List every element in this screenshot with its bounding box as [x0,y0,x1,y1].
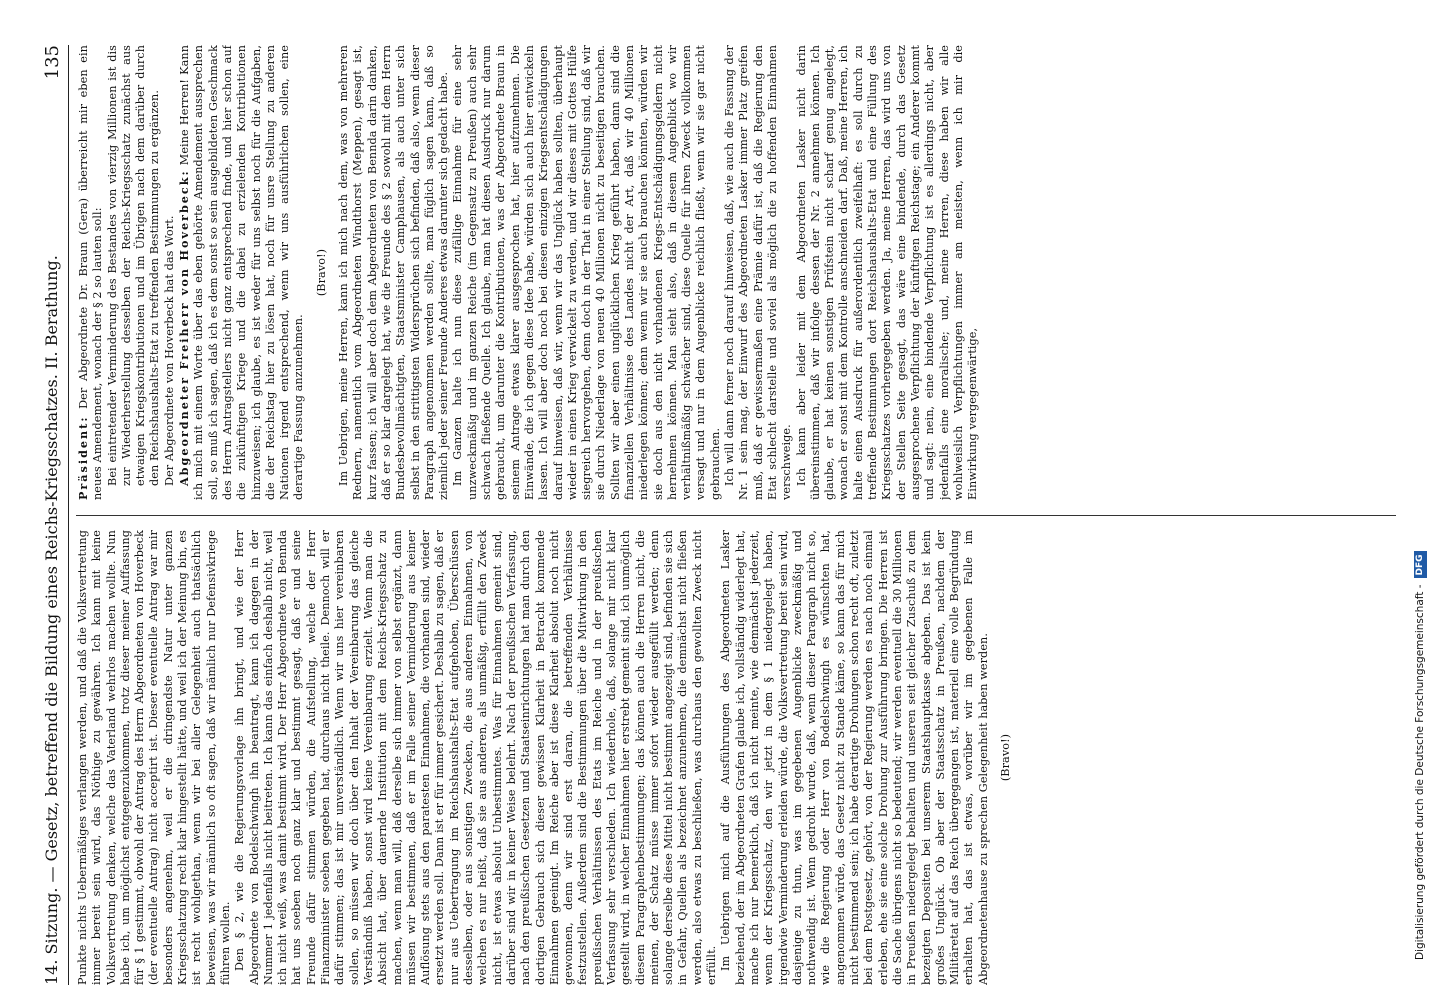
paragraph [177,45,307,500]
paragraph-text: Meine Herren! Kann ich mich mit einem Worte über das eben gehörte Amendement aussprechen soll, so muß ich sagen, daß ich es dem sonst so sein ausgebildeten Geschmack des Herrn Antragstellers nicht ganz entsprechend finde, und hier schon auf die zukünftigen Kriege und die dabei zu erzielenden Kontributionen hinzuweisen; ich glaube, es ist weder für uns selbst noch für die Aufgaben, die der Reichstag hier zu lösen hat, noch für unsre Stellung zu anderen Nationen irgend entsprechend, wenn wir uns ausführlichen sollen, eine derartige Fassung anzunehmen. [178,45,306,500]
paragraph-text: Ich will dann ferner noch darauf hinweisen, daß, wie auch die Fassung der Nr. 1 sein mag, der Einwurf des Abgeordneten Lasker immer Platz greifen muß, daß er gewissermaßen eine Prämie dafür ist, daß die Regierung den Etat schlecht darstelle und soviel als möglich die zu hoffenden Einnahmen verschweige. [723,45,794,500]
header-title: 14. Sitzung. — Gesetz, betreffend die Bildung eines Reichs-Kriegsschatzes. II. Berathung. [42,255,61,985]
header-rule [68,45,69,985]
paragraph [76,45,106,500]
paragraph-text: (Bravo!) [999,733,1012,782]
right-text-column [76,45,1406,500]
paragraph-text: Den § 2, wie die Regierungsvorlage ihn bringt, und wie der Herr Abgeordnete von Bodelschwingh ihn beantragt, kann ich dagegen in der Nummer 1 jedenfalls nicht beitreten. Ich kann das einfach deshalb nicht, weil ich nicht weiß, was damit bestimmt wird. Der Herr Abgeordnete von Bennda hat uns soeben noch ganz klar und bestimmt gesagt, daß er und seine Freunde dafür stimmen würden, die Aufstellung, welche der Herr Finanzminister soeben gegeben hat, durchaus nicht theile. Dennoch will er dafür stimmen; das ist mir unverständlich. Wenn wir uns hier vereinbaren sollen, so müssen wir doch über den Inhalt der Vereinbarung das gleiche Verständniß haben, sonst wird keine Vereinbarung erzielt. Wenn man die Absicht hat, über dauernde Institution mit dem Reichs-Kriegsschatz zu machen, wenn man will, daß derselbe sich immer von selbst ergänzt, dann müssen wir bestimmen, daß er im Falle seiner Verminderung aus keiner Auflösung stets aus den paratesten Einnahmen, die vorhanden sind, wieder ersetzt werden soll. Dann ist er für immer gesichert. Deshalb zu sagen, daß er nur aus Uebertragung im Reichshaushalts-Etat aufgehoben, Überschüssen desselben, oder aus sonstigen Zwecken, die aus anderen Einnahmen, von welchen es nur heißt, daß sie aus anderen, als unmäßig, erfüllt den Zweck nicht, ist etwas absolut Unbestimmtes. Was für Einnahmen gemeint sind, darüber sind wir in keiner Weise belehrt. Nach der preußischen Verfassung, nach den preußischen Gesetzen und Staatseinrichtungen hat man durch den dortigen Gebrauch sich dieser gewissen Klarheit in Betracht kommende Einnahmen geeinigt. Im Reiche aber ist diese Klarheit absolut noch nicht gewonnen, denn wir sind erst daran, die betreffenden Verhältnisse festzustellen. Außerdem sind die Bestimmungen über die Mitwirkung in den preußischen Verhältnissen des Etats im Reiche und in der preußischen Verfassung sehr verschieden. Ich wiederhole, daß, solange mir nicht klar gestellt wird, in welcher Einnahmen hier erstrebt gemeint sind, ich unmöglich diesem Paragraphenbestimmungen; das können auch die Herren nicht, die meinen, der Schatz müsse immer sofort wieder ausgefüllt werden; denn solange derselbe diese Mittel nicht bestimmt angezeigt sind, befinden sie sich in Gefahr, Quellen als bezeichnet anzunehmen, die demnächst nicht fließen werden, also etwas zu beschließen, was durchaus den gewollten Zweck nicht erfüllt. [233,530,719,985]
left-text-column [76,530,1406,985]
digitization-credit [1412,0,1428,1000]
paragraph [795,45,981,500]
paragraph [723,45,794,500]
paragraph-text: Im Uebrigen, meine Herren, kann ich mich nach dem, was von mehreren Rednern, namentlich vom Abgeordneten Windthorst (Meppen), gesagt ist, kurz fassen; ich will aber doch dem Abgeordneten von Bennda darin danken, daß er so klar dargelegt hat, wie die Freunde des § 2 sowohl mit dem Herrn Bundesbevollmächtigten, Staatsminister Camphausen, als auch unter sich selbst in den strittigsten Widersprüchen sich befinden, daß also, wenn dieser Paragraph angenommen werden sollte, man füglich sagen kann, daß so ziemlich jeder seiner Freunde Anderes etwas darunter sich gedacht habe. [337,45,451,500]
paragraph-text: Bei eintretender Verminderung des Bestandes von vierzig Millionen ist dis zur Wiederherstellung desselben der Reichs-Kriegsschatz zunächst aus etwaigen Kriegskontributionen und im Übrigen nach dem darüber durch den Reichshaushalts-Etat zu treffenden Bestimmungen zu ergänzen. [105,45,162,486]
running-header [38,45,68,985]
credit-text: Digitalisierung gefördert durch die Deutsche Forschungsgemeinschaft - [1414,584,1426,960]
paragraph [163,45,177,500]
paragraph [106,45,163,500]
interjection [315,45,329,500]
paragraph-text: Der Abgeordnete von Hoverbeck hat das Wort. [162,215,176,486]
paragraph-text: Im Ganzen halte ich nun diese zufällige Einnahme für eine sehr unzweckmäßig und im ganzen Reiche (im Gegensatz zu Preußen) auch sehr schwach fließende Quelle. Ich glaube, man hat diesen Ausdruck nur darum gebraucht, um darunter die Kontributionen, was der Abgeordnete Braun in seinem Antrage etwas klarer ausgesprochen hat, hier aufzunehmen. Die Einwände, die ich gegen diese Idee habe, würden sich auch hier entwickeln lassen. Ich will aber doch noch bei diesen einzigen Kriegsentschädigungen darauf hinweisen, daß wir, wenn wir das Unglück haben sollten, überhaupt wieder in einen Krieg verwickelt zu werden, und wir dieses mit Gottes Hülfe siegreich hervorgehen, denn doch in der That in einer Stellung sind, daß wir sie durch Niederlage von neuen 40 Millionen nicht zu beseitigen brauchen. Sollten wir aber einen unglücklichen Krieg geführt haben, dann sind die finanziellen Verhältnisse des Landes nicht der Art, daß wir 40 Millionen niederlegen können; denn wenn wir sie auch brauchen könnten, würden wir sie doch aus den nicht vorhandenen Kriegs-Entschädigungsgeldern nicht hernehmen können. Man sieht also, daß in diesem Augenblick wo wir verhältnißmäßig schwächer sind, diese Quelle für ihren Zweck vollkommen versagt und nur in dem Augenblicke reichlich fließt, wenn wir sie gar nicht gebrauchen. [451,45,722,500]
paragraph-text: (Bravo!) [314,248,328,297]
paragraph-text: Punkte nichts Uebermäßiges verlangen werden, und daß die Volksvertretung immer bereit sein wird, das Nöthige zu gewähren. Ich kann mit keine Volksvertretung denken, welche das Vaterland wehrlos machen wollte. Nun habe ich, um möglichst entgegenzukommen, trotz dieser meiner Auffassung für § 1 gestimmt, obwohl der Antrag des Herrn Abgeordneten von Hoverbeck (der eventuelle Antrag) nicht acceptirt ist. Dieser eventuelle Antrag war mir besonders angenehm, weil er die dringendste Natur unter ganzen Kriegsschatzung recht klar hingestellt hätte, und weil ich der Meinung bin, es ist recht wohlgethan, wenn wir bei aller Gelegenheit auch thatsächlich beweisen, was wir männlich so oft sagen, daß wir nämlich nur Defensivkriege führen wollen. [76,530,232,985]
speaker-label: Abgeordneter Freiherr von Hoverbeck: [177,169,192,486]
paragraph-text: Ich kann aber leider mit dem Abgeordneten Lasker nicht darin übereinstimmen, daß wir infolge dessen der Nr. 2 annehmen können. Ich glaube, er hat keinen sonstigen Prüfstein nicht scharf genug angelegt, wonach er sonst mit dem Kontrolle anschneiden darf. Daß, meine Herren, ich halte einen Ausdruck für außerordentlich zweifelhaft: es soll durch zu treffende Bestimmungen dort Reichshaushalts-Etat und eine Füllung des Kriegsschatzes vorhergegeben werden. Ja, meine Herren, das wird uns von der Stellen Seite gesagt, das wäre eine bindende, durch das Gesetz ausgesprochene Verpflichtung der künftigen Reichstage; ein Anderer kommt und sagt: nein, eine bindende Verpflichtung ist es allerdings nicht, aber jedenfalls eine moralische; und, meine Herren, diese haben wir alle wohlweislich Verpflichtungen immer am meisten, wenn ich mir die Einwirkung vergegenwärtige, [794,45,980,500]
paragraph [337,45,451,500]
paragraph [76,530,233,985]
interjection [999,530,1013,985]
rotated-page-content [38,45,1418,985]
paragraph [719,530,991,985]
dfg-logo: DFG [1414,551,1427,578]
column-divider [76,515,1396,516]
speaker-label: Präsident: [76,415,90,500]
page-number: 135 [42,45,63,80]
paragraph-text: Der Abgeordnete Dr. Braun (Gera) überreicht mir eben ein neues Amendement, wonach der § 2 so lauten soll: [77,45,105,500]
paragraph-text: Im Uebrigen mich auf die Ausführungen des Abgeordneten Lasker beziehend, der im Abgeordneten Grafen glaube ich, vollständig widerlegt hat, mache ich nur bemerklich, daß ich nicht meinte, wie demnächst jederzeit, wenn der Kriegsschatz, den wir jetzt in dem § 1 niedergelegt haben, irgendwie Verminderung erleiden würde, die Volksvertretung bereit sein wird, dasjenige zu thun, was im gegebenen Augenblicke zweckmäßig und nothwendig ist. Wenn gedroht wurde, daß, wenn dieser Paragraph nicht so, wie die Regierung oder Herr von Bodelschwingh es wünschten hat, angenommen würde, das Gesetz nicht zu Stande käme, so kann das für mich nicht bestimmend sein; ich habe derartige Drohungen schon recht oft, zuletzt bei dem Postgesetz, gehört, von der Regierung werden es nach noch einmal erleben, ehe sie eine solche Drohung zur Ausführung bringen. Die Herren ist die Sache übrigens nicht so bedeutend; wir werden eventuell die 30 Millionen in Preußen niedergelegt behalten und unseren seit gleicher Zuschuß zu dem bezeigten Depositen bei unserem Staatshauptkasse abgeben. Das ist kein großes Unglück. Ob aber der Staatsschatz in Preußen, nachdem der Militäretat auf das Reich übergegangen ist, materiell eine volle Begründung erhalten hat, das ist etwas, worüber wir im gegebenen Falle im Abgeordnetenhause zu sprechen Gelegenheit haben werden. [719,530,990,985]
paragraph [451,45,723,500]
paragraph [233,530,719,985]
